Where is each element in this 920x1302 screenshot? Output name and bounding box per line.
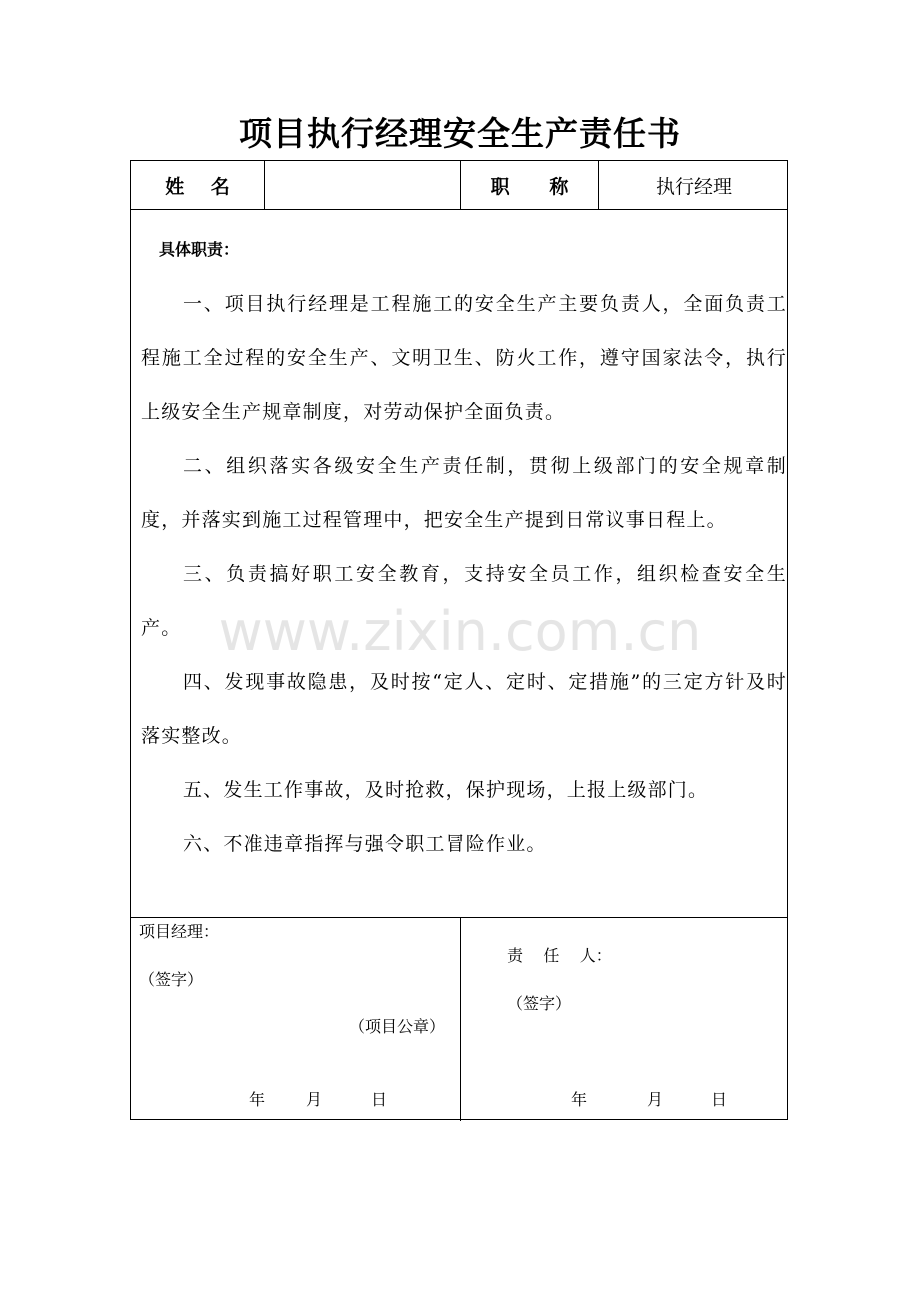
project-manager-label: 项目经理： xyxy=(139,922,220,941)
project-seal-field: （项目公章） xyxy=(349,1017,446,1036)
right-signature-field: （签字） xyxy=(507,994,572,1013)
right-date-month: 月 xyxy=(647,1090,664,1109)
body-signature-divider xyxy=(131,917,787,918)
watermark: www.zixin.com.cn xyxy=(218,600,702,663)
responsibilities-heading: 具体职责： xyxy=(159,240,240,259)
name-value xyxy=(265,161,460,209)
right-date-day: 日 xyxy=(711,1090,728,1109)
left-date-year: 年 xyxy=(249,1090,266,1109)
left-date-month: 月 xyxy=(306,1090,323,1109)
responsibility-item: 一、项目执行经理是工程施工的安全生产主要负责人，全面负责工程施工全过程的安全生产、文明卫生、防火工作，遵守国家法令，执行上级安全生产规章制度，对劳动保护全面负责。 xyxy=(141,293,787,423)
responsibility-item: 六、不准违章指挥与强令职工冒险作业。 xyxy=(183,833,547,855)
right-date-year: 年 xyxy=(571,1090,588,1109)
signature-col-divider xyxy=(460,917,461,1121)
name-label: 姓 名 xyxy=(165,175,230,198)
responsibilities-list xyxy=(141,277,787,871)
position-label: 职 称 xyxy=(490,175,569,198)
responsibility-item: 二、组织落实各级安全生产责任制，贯彻上级部门的安全规章制度，并落实到施工过程管理中，把安全生产提到日常议事日程上。 xyxy=(141,455,787,531)
left-date-day: 日 xyxy=(371,1090,388,1109)
responsible-person-label: 责 任 人： xyxy=(507,946,612,965)
header-row-divider xyxy=(131,209,787,210)
responsibility-item: 四、发现事故隐患，及时按“定人、定时、定措施”的三定方针及时落实整改。 xyxy=(141,671,787,747)
position-value: 执行经理 xyxy=(655,175,732,198)
document-title: 项目执行经理安全生产责任书 xyxy=(239,114,681,153)
left-signature-field: （签字） xyxy=(139,970,204,989)
responsibility-item: 五、发生工作事故，及时抢救，保护现场，上报上级部门。 xyxy=(183,779,709,801)
responsibility-item: 三、负责搞好职工安全教育，支持安全员工作，组织检查安全生产。 xyxy=(141,563,787,639)
responsibility-form xyxy=(130,160,788,1120)
